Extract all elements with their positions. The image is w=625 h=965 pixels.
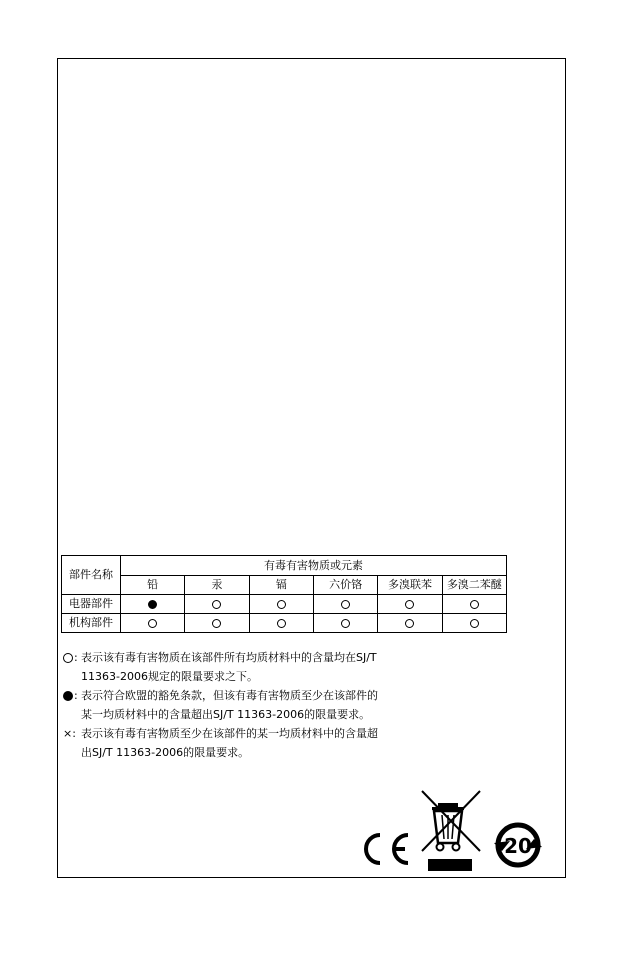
note-cross bbox=[63, 724, 483, 762]
note-line-1: 表示符合欧盟的豁免条款，但该有毒有害物质至少在该部件的 bbox=[81, 689, 378, 702]
header-substance-group: 有毒有害物质或元素 bbox=[121, 556, 507, 576]
mark-icon bbox=[212, 600, 221, 609]
efup-period-icon bbox=[494, 825, 542, 865]
note-line-2: 出SJ/T 11363-2006的限量要求。 bbox=[81, 746, 250, 759]
mark-icon bbox=[405, 600, 414, 609]
substance-pbde: 多溴二苯醚 bbox=[442, 576, 506, 595]
substance-pbb: 多溴联苯 bbox=[378, 576, 442, 595]
note-filled-circle bbox=[63, 686, 483, 724]
substance-mercury: 汞 bbox=[185, 576, 249, 595]
mark-icon bbox=[405, 619, 414, 628]
mark-icon bbox=[148, 619, 157, 628]
table-row bbox=[62, 614, 507, 633]
efup-label: 20 bbox=[504, 834, 532, 858]
hazardous-substances-table bbox=[61, 555, 507, 633]
note-empty-circle bbox=[63, 648, 483, 686]
certification-logos bbox=[350, 785, 550, 875]
header-part-name: 部件名称 bbox=[62, 556, 121, 595]
legend-notes bbox=[63, 648, 483, 762]
ce-mark-icon bbox=[366, 835, 408, 863]
mark-icon bbox=[341, 619, 350, 628]
filled-circle-icon: : bbox=[63, 686, 81, 705]
mark-icon bbox=[277, 619, 286, 628]
table-row bbox=[62, 595, 507, 614]
substance-cadmium: 镉 bbox=[249, 576, 313, 595]
mark-icon bbox=[277, 600, 286, 609]
mark-icon bbox=[212, 619, 221, 628]
mark-icon bbox=[470, 619, 479, 628]
weee-bin-icon bbox=[422, 791, 480, 871]
note-line-2: 11363-2006规定的限量要求之下。 bbox=[81, 670, 258, 683]
row-part-name: 机构部件 bbox=[62, 614, 121, 633]
mark-icon bbox=[148, 600, 157, 609]
note-line-1: 表示该有毒有害物质在该部件所有均质材料中的含量均在SJ/T bbox=[81, 651, 377, 664]
substance-hexavalent-chromium: 六价铬 bbox=[313, 576, 377, 595]
substance-lead: 铅 bbox=[121, 576, 185, 595]
empty-circle-icon: : bbox=[63, 648, 81, 667]
note-line-2: 某一均质材料中的含量超出SJ/T 11363-2006的限量要求。 bbox=[81, 708, 371, 721]
mark-icon bbox=[470, 600, 479, 609]
row-part-name: 电器部件 bbox=[62, 595, 121, 614]
cross-icon: ×: bbox=[63, 727, 76, 740]
mark-icon bbox=[341, 600, 350, 609]
note-line-1: 表示该有毒有害物质至少在该部件的某一均质材料中的含量超 bbox=[81, 727, 378, 740]
